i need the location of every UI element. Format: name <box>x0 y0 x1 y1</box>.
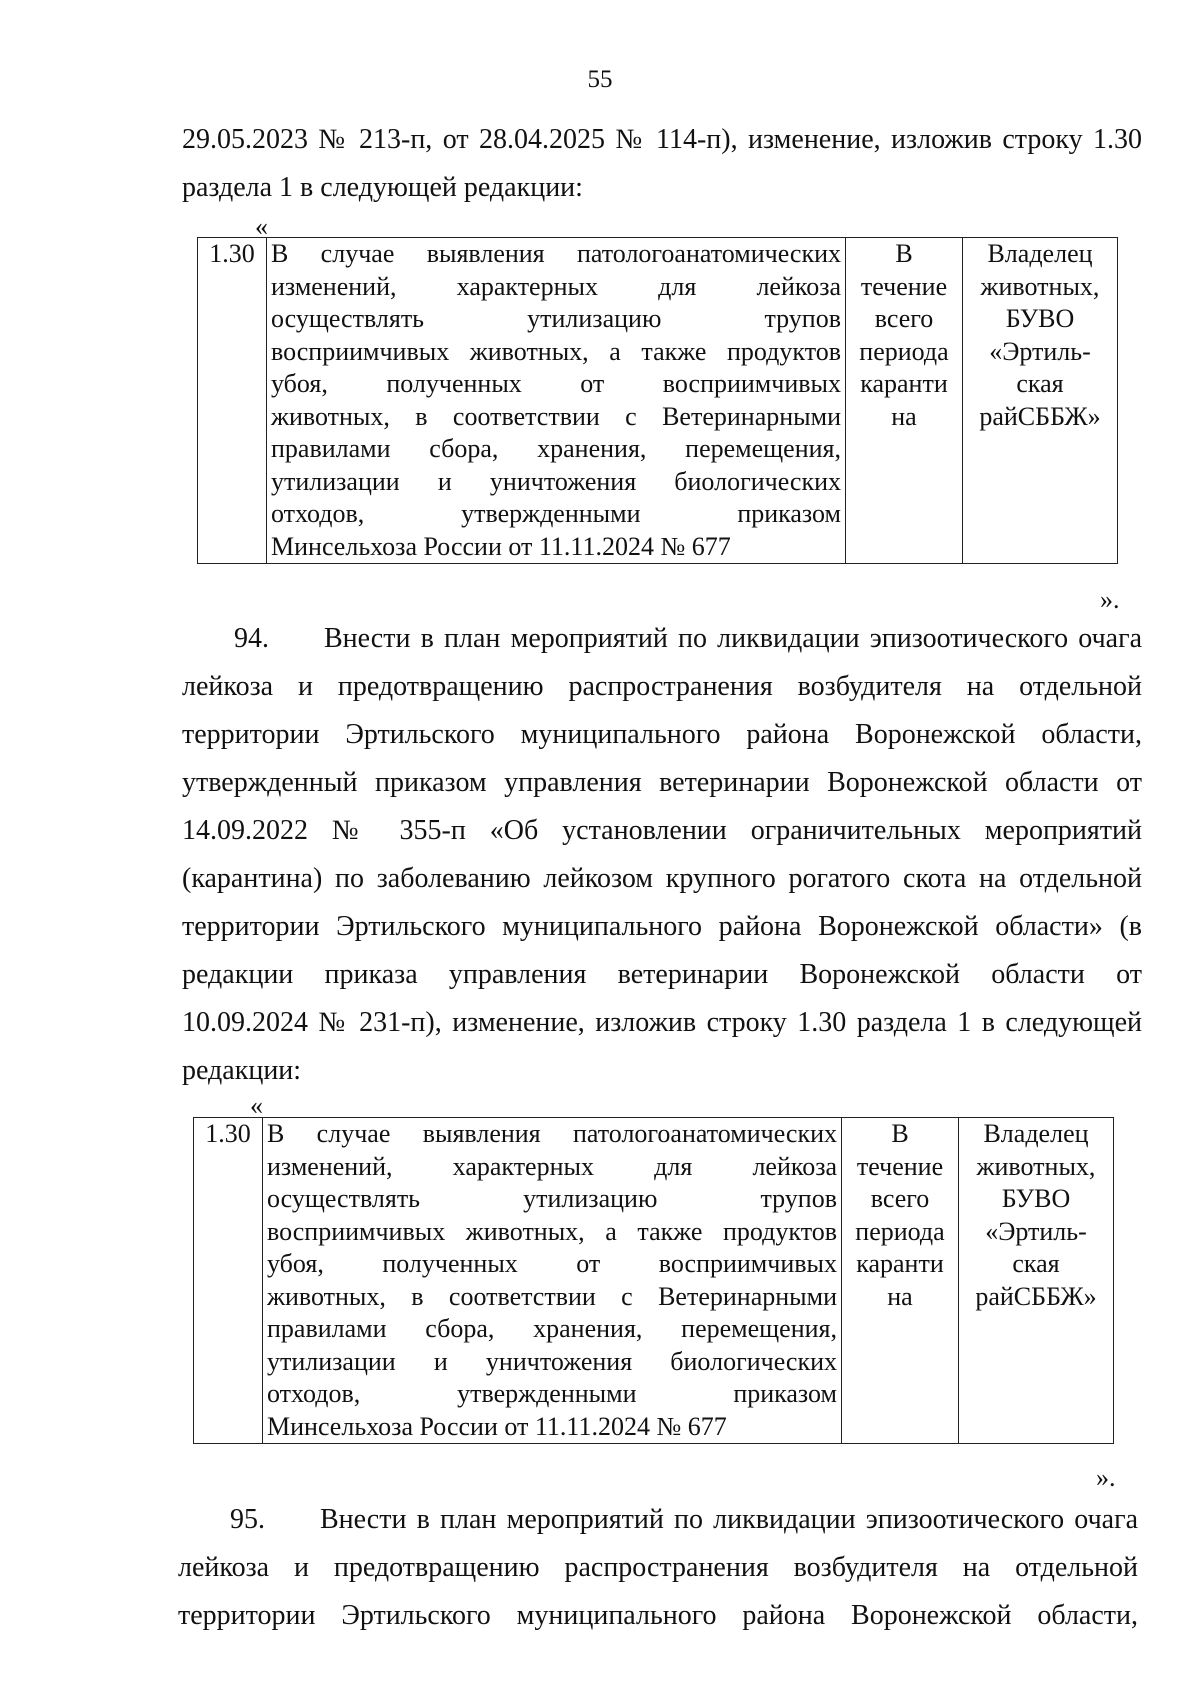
term-line: всего <box>870 1184 930 1213</box>
responsible-line: ская <box>1016 369 1064 398</box>
measure-text-line: В случае выявления патологоанатомических <box>271 239 841 268</box>
responsible-line: «Эртиль- <box>985 1216 1087 1246</box>
paragraph-line: территории Эртильского муниципального района Воронежской области» (в <box>182 911 1142 942</box>
responsible-line: животных, <box>976 1151 1096 1181</box>
paragraph-line-text: Внести в план мероприятий по ликвидации эпизоотического очага <box>324 623 1142 654</box>
paragraph-line: лейкоза и предотвращению распространения возбудителя на отдельной <box>182 671 1142 702</box>
paragraph-line: утвержденный приказом управления ветеринарии Воронежской области от <box>182 767 1142 798</box>
responsible-line: райСББЖ» <box>979 401 1101 431</box>
row-number-cell: 1.30 <box>194 1118 263 1444</box>
measure-text-line: правилами сбора, хранения, перемещения, <box>271 434 841 463</box>
item-95-paragraph <box>178 1496 1138 1640</box>
term-line: течение <box>856 1151 944 1181</box>
quote-open: « <box>255 212 268 241</box>
measure-text-line: осуществлять утилизацию трупов <box>267 1184 837 1213</box>
measure-text-line: отходов, утвержденными приказом <box>271 499 841 528</box>
paragraph-line: лейкоза и предотвращению распространения возбудителя на отдельной <box>178 1552 1138 1583</box>
measure-text-line: отходов, утвержденными приказом <box>267 1379 837 1408</box>
measure-text-cell <box>263 1118 842 1444</box>
amendment-table <box>197 237 1118 564</box>
measure-text-line: правилами сбора, хранения, перемещения, <box>267 1314 837 1343</box>
amendment-table <box>193 1117 1114 1444</box>
row-number-cell: 1.30 <box>198 238 267 564</box>
paragraph-line-text: Внести в план мероприятий по ликвидации эпизоотического очага <box>320 1504 1138 1535</box>
quote-close: ». <box>1096 1463 1116 1492</box>
paragraph-line: 10.09.2024 № 231-п), изменение, изложив строку 1.30 раздела 1 в следующей <box>182 1007 1142 1038</box>
measure-text-line: убоя, полученных от восприимчивых <box>267 1249 837 1278</box>
paragraph-line: редакции: <box>182 1055 302 1086</box>
responsible-line: животных, <box>980 271 1100 301</box>
term-line: на <box>887 1281 913 1311</box>
term-line: течение <box>860 271 948 301</box>
responsible-line: БУВО <box>1001 1184 1071 1213</box>
term-cell <box>846 238 963 564</box>
quote-close: ». <box>1100 585 1120 614</box>
term-line: каранти <box>856 1249 944 1278</box>
measure-text-line: В случае выявления патологоанатомических <box>267 1119 837 1148</box>
paragraph-line: 29.05.2023 № 213-п, от 28.04.2025 № 114-п), изменение, изложив строку 1.30 <box>182 124 1142 155</box>
responsible-cell <box>959 1118 1114 1444</box>
item-94-paragraph <box>182 615 1142 1095</box>
measure-text-line: изменений, характерных для лейкоза <box>267 1151 837 1181</box>
responsible-cell <box>963 238 1118 564</box>
paragraph-line <box>178 1496 1138 1544</box>
paragraph-line: территории Эртильского муниципального района Воронежской области, <box>182 719 1142 750</box>
item-number: 94. <box>234 623 269 654</box>
measure-text-line: утилизации и уничтожения биологических <box>271 466 841 496</box>
responsible-line: Владелец <box>987 239 1093 268</box>
measure-text-line: Минсельхоза России от 11.11.2024 № 677 <box>271 531 731 561</box>
measure-text-line: изменений, характерных для лейкоза <box>271 271 841 301</box>
page-number: 55 <box>587 66 613 93</box>
measure-text-cell <box>267 238 846 564</box>
table-row <box>198 238 1118 564</box>
paragraph-line: 14.09.2022 № 355-п «Об установлении ограничительных мероприятий <box>182 815 1142 846</box>
quote-open: « <box>250 1091 263 1120</box>
term-line: каранти <box>860 369 948 398</box>
measure-text-line: убоя, полученных от восприимчивых <box>271 369 841 398</box>
responsible-line: ская <box>1012 1249 1060 1278</box>
term-line: периода <box>859 336 949 366</box>
paragraph-line: раздела 1 в следующей редакции: <box>182 172 583 203</box>
paragraph-line <box>182 615 1142 663</box>
responsible-line: БУВО <box>1005 304 1075 333</box>
responsible-line: Владелец <box>983 1119 1089 1148</box>
responsible-line: райСББЖ» <box>975 1281 1097 1311</box>
measure-text-line: животных, в соответствии с Ветеринарными <box>271 401 841 431</box>
term-line: всего <box>874 304 934 333</box>
paragraph-line: редакции приказа управления ветеринарии Воронежской области от <box>182 959 1142 990</box>
paragraph-line: (карантина) по заболеванию лейкозом крупного рогатого скота на отдельной <box>182 863 1142 894</box>
responsible-line: «Эртиль- <box>989 336 1091 366</box>
term-line: В <box>895 239 913 268</box>
table-row <box>194 1118 1114 1444</box>
measure-text-line: Минсельхоза России от 11.11.2024 № 677 <box>267 1411 727 1441</box>
measure-text-line: осуществлять утилизацию трупов <box>271 304 841 333</box>
term-line: периода <box>855 1216 945 1246</box>
term-cell <box>842 1118 959 1444</box>
item-number: 95. <box>230 1504 265 1535</box>
measure-text-line: утилизации и уничтожения биологических <box>267 1346 837 1376</box>
paragraph-line: территории Эртильского муниципального района Воронежской области, <box>178 1600 1138 1631</box>
measure-text-line: животных, в соответствии с Ветеринарными <box>267 1281 837 1311</box>
measure-text-line: восприимчивых животных, а также продуктов <box>267 1216 837 1246</box>
intro-paragraph <box>182 116 1142 212</box>
measure-text-line: восприимчивых животных, а также продуктов <box>271 336 841 366</box>
term-line: В <box>891 1119 909 1148</box>
term-line: на <box>891 401 917 431</box>
